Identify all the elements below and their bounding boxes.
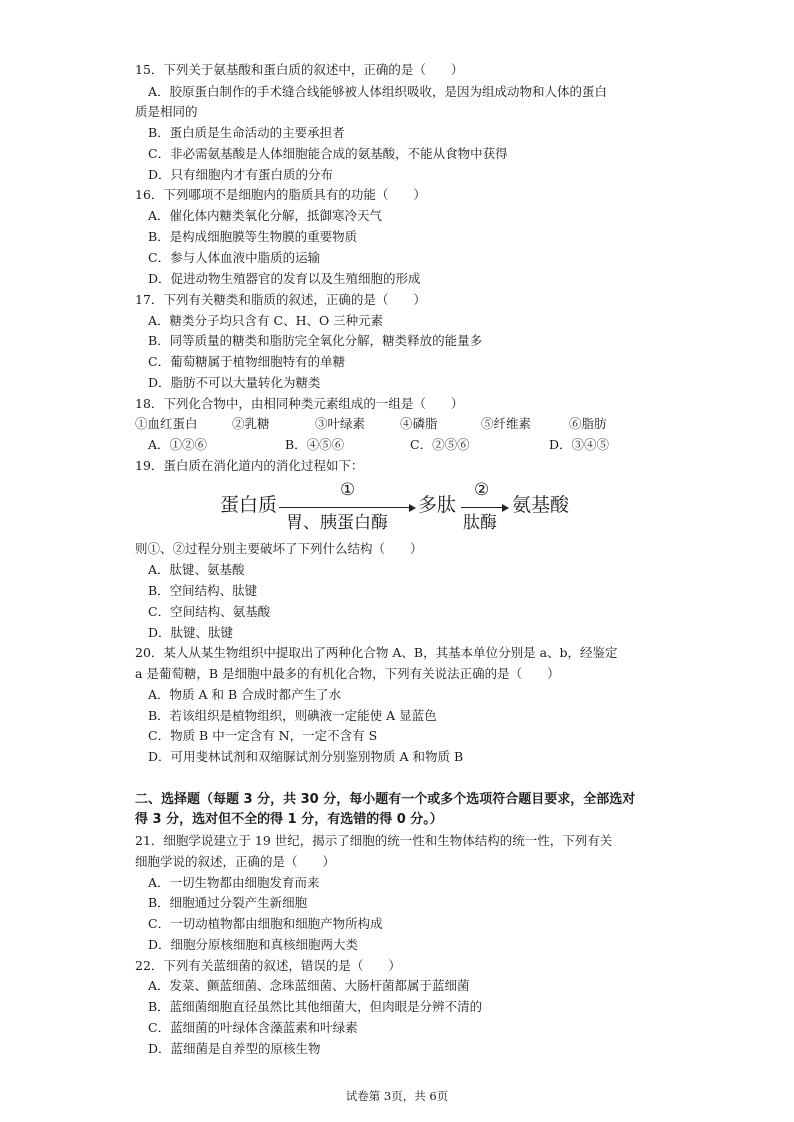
question-20-option-b: B．若该组织是植物组织，则碘液一定能使 A 显蓝色 [148, 708, 437, 723]
question-16-option-c: C．参与人体血液中脂质的运输 [148, 250, 321, 265]
page-footer: 试卷第 3页，共 6页 [345, 1089, 449, 1103]
question-17-option-a: A．糖类分子均只含有 C、H、O 三种元素 [148, 313, 384, 328]
question-18-option-b: B．④⑤⑥ [285, 437, 345, 452]
question-22-stem: 22．下列有关蓝细菌的叙述，错误的是（ ） [135, 958, 401, 973]
step-2-label: ② [474, 480, 490, 500]
question-18-compound-list [135, 415, 655, 433]
question-18-option-c: C．②⑤⑥ [410, 437, 470, 452]
question-15-option-b: B．蛋白质是生命活动的主要承担者 [148, 125, 345, 140]
question-18-options [148, 436, 628, 454]
question-19-option-d: D．肽键、肽键 [148, 625, 234, 640]
question-21-stem-cont: 细胞学说的叙述，正确的是（ ） [135, 854, 336, 869]
question-22-option-b: B．蓝细菌细胞直径虽然比其他细菌大，但肉眼是分辨不清的 [148, 999, 483, 1014]
question-21-option-d: D．细胞分原核细胞和真核细胞两大类 [148, 937, 359, 952]
question-22-option-d: D．蓝细菌是自养型的原核生物 [148, 1041, 321, 1056]
arrow-step-1 [279, 507, 414, 508]
node-amino-acid: 氨基酸 [512, 494, 570, 516]
node-protein: 蛋白质 [220, 494, 278, 516]
compound-item: ①血红蛋白 [135, 416, 198, 431]
question-19-stem: 19．蛋白质在消化道内的消化过程如下： [135, 458, 364, 473]
question-15-option-d: D．只有细胞内才有蛋白质的分布 [148, 167, 334, 182]
question-16-option-a: A．催化体内糖类氧化分解，抵御寒冷天气 [148, 208, 383, 223]
question-15-stem: 15．下列关于氨基酸和蛋白质的叙述中，正确的是（ ） [135, 62, 464, 77]
question-19-option-a: A．肽键、氨基酸 [148, 562, 245, 577]
question-20-option-a: A．物质 A 和 B 合成时都产生了水 [148, 687, 342, 702]
question-20-stem: 20．某人从某生物组织中提取出了两种化合物 A、B，其基本单位分别是 a、b，经鉴定 [135, 645, 618, 660]
question-17-option-c: C．葡萄糖属于植物细胞特有的单糖 [148, 354, 346, 369]
node-polypeptide: 多肽 [418, 494, 457, 516]
question-15-option-a: A．胶原蛋白制作的手术缝合线能够被人体组织吸收，是因为组成动物和人体的蛋白 [148, 84, 608, 99]
question-21-option-a: A．一切生物都由细胞发育而来 [148, 875, 320, 890]
question-22-option-a: A．发菜、颤蓝细菌、念珠蓝细菌、大肠杆菌都属于蓝细菌 [148, 978, 470, 993]
question-20-option-d: D．可用斐林试剂和双缩脲试剂分别鉴别物质 A 和物质 B [148, 749, 464, 764]
question-18-stem: 18．下列化合物中，由相同种类元素组成的一组是（ ） [135, 396, 464, 411]
section-2-heading-cont: 得 3 分，选对但不全的得 1 分，有选错的得 0 分。） [135, 812, 443, 827]
question-21-option-b: B．细胞通过分裂产生新细胞 [148, 895, 308, 910]
question-22-option-c: C．蓝细菌的叶绿体含藻蓝素和叶绿素 [148, 1020, 358, 1035]
question-16-option-b: B．是构成细胞膜等生物膜的重要物质 [148, 229, 358, 244]
question-17-stem: 17．下列有关糖类和脂质的叙述，正确的是（ ） [135, 292, 426, 307]
question-15-option-a-cont: 质是相同的 [135, 104, 198, 119]
compound-item: ④磷脂 [400, 416, 438, 431]
question-21-stem: 21．细胞学说建立于 19 世纪，揭示了细胞的统一性和生物体结构的统一性，下列有关 [135, 833, 613, 848]
compound-item: ⑤纤维素 [481, 416, 532, 431]
question-17-option-d: D．脂肪不可以大量转化为糖类 [148, 375, 321, 390]
question-19-option-c: C．空间结构、氨基酸 [148, 604, 271, 619]
question-20-stem-cont: a 是葡萄糖，B 是细胞中最多的有机化合物，下列有关说法正确的是（ ） [135, 666, 560, 681]
question-18-option-a: A．①②⑥ [148, 437, 208, 452]
question-20-option-c: C．物质 B 中一定含有 N，一定不含有 S [148, 728, 378, 743]
question-16-stem: 16．下列哪项不是细胞内的脂质具有的功能（ ） [135, 187, 426, 202]
arrow-step-2 [461, 507, 507, 508]
step-1-label: ① [340, 480, 356, 500]
step-2-enzyme: 肽酶 [463, 513, 497, 533]
digestion-process-diagram [220, 480, 600, 542]
question-19-option-b: B．空间结构、肽键 [148, 583, 258, 598]
compound-item: ⑥脂肪 [569, 416, 607, 431]
question-16-option-d: D．促进动物生殖器官的发育以及生殖细胞的形成 [148, 271, 421, 286]
compound-item: ③叶绿素 [315, 416, 366, 431]
step-1-enzyme: 胃、胰蛋白酶 [286, 513, 388, 533]
section-2-heading: 二、选择题（每题 3 分，共 30 分，每小题有一个或多个选项符合题目要求，全部选对 [135, 792, 636, 807]
question-19-ask: 则①、②过程分别主要破坏了下列什么结构（ ） [135, 541, 423, 556]
question-18-option-d: D．③④⑤ [549, 437, 610, 452]
question-21-option-c: C．一切动植物都由细胞和细胞产物所构成 [148, 916, 383, 931]
compound-item: ②乳糖 [232, 416, 270, 431]
question-17-option-b: B．同等质量的糖类和脂肪完全氧化分解，糖类释放的能量多 [148, 333, 483, 348]
question-15-option-c: C．非必需氨基酸是人体细胞能合成的氨基酸，不能从食物中获得 [148, 146, 508, 161]
